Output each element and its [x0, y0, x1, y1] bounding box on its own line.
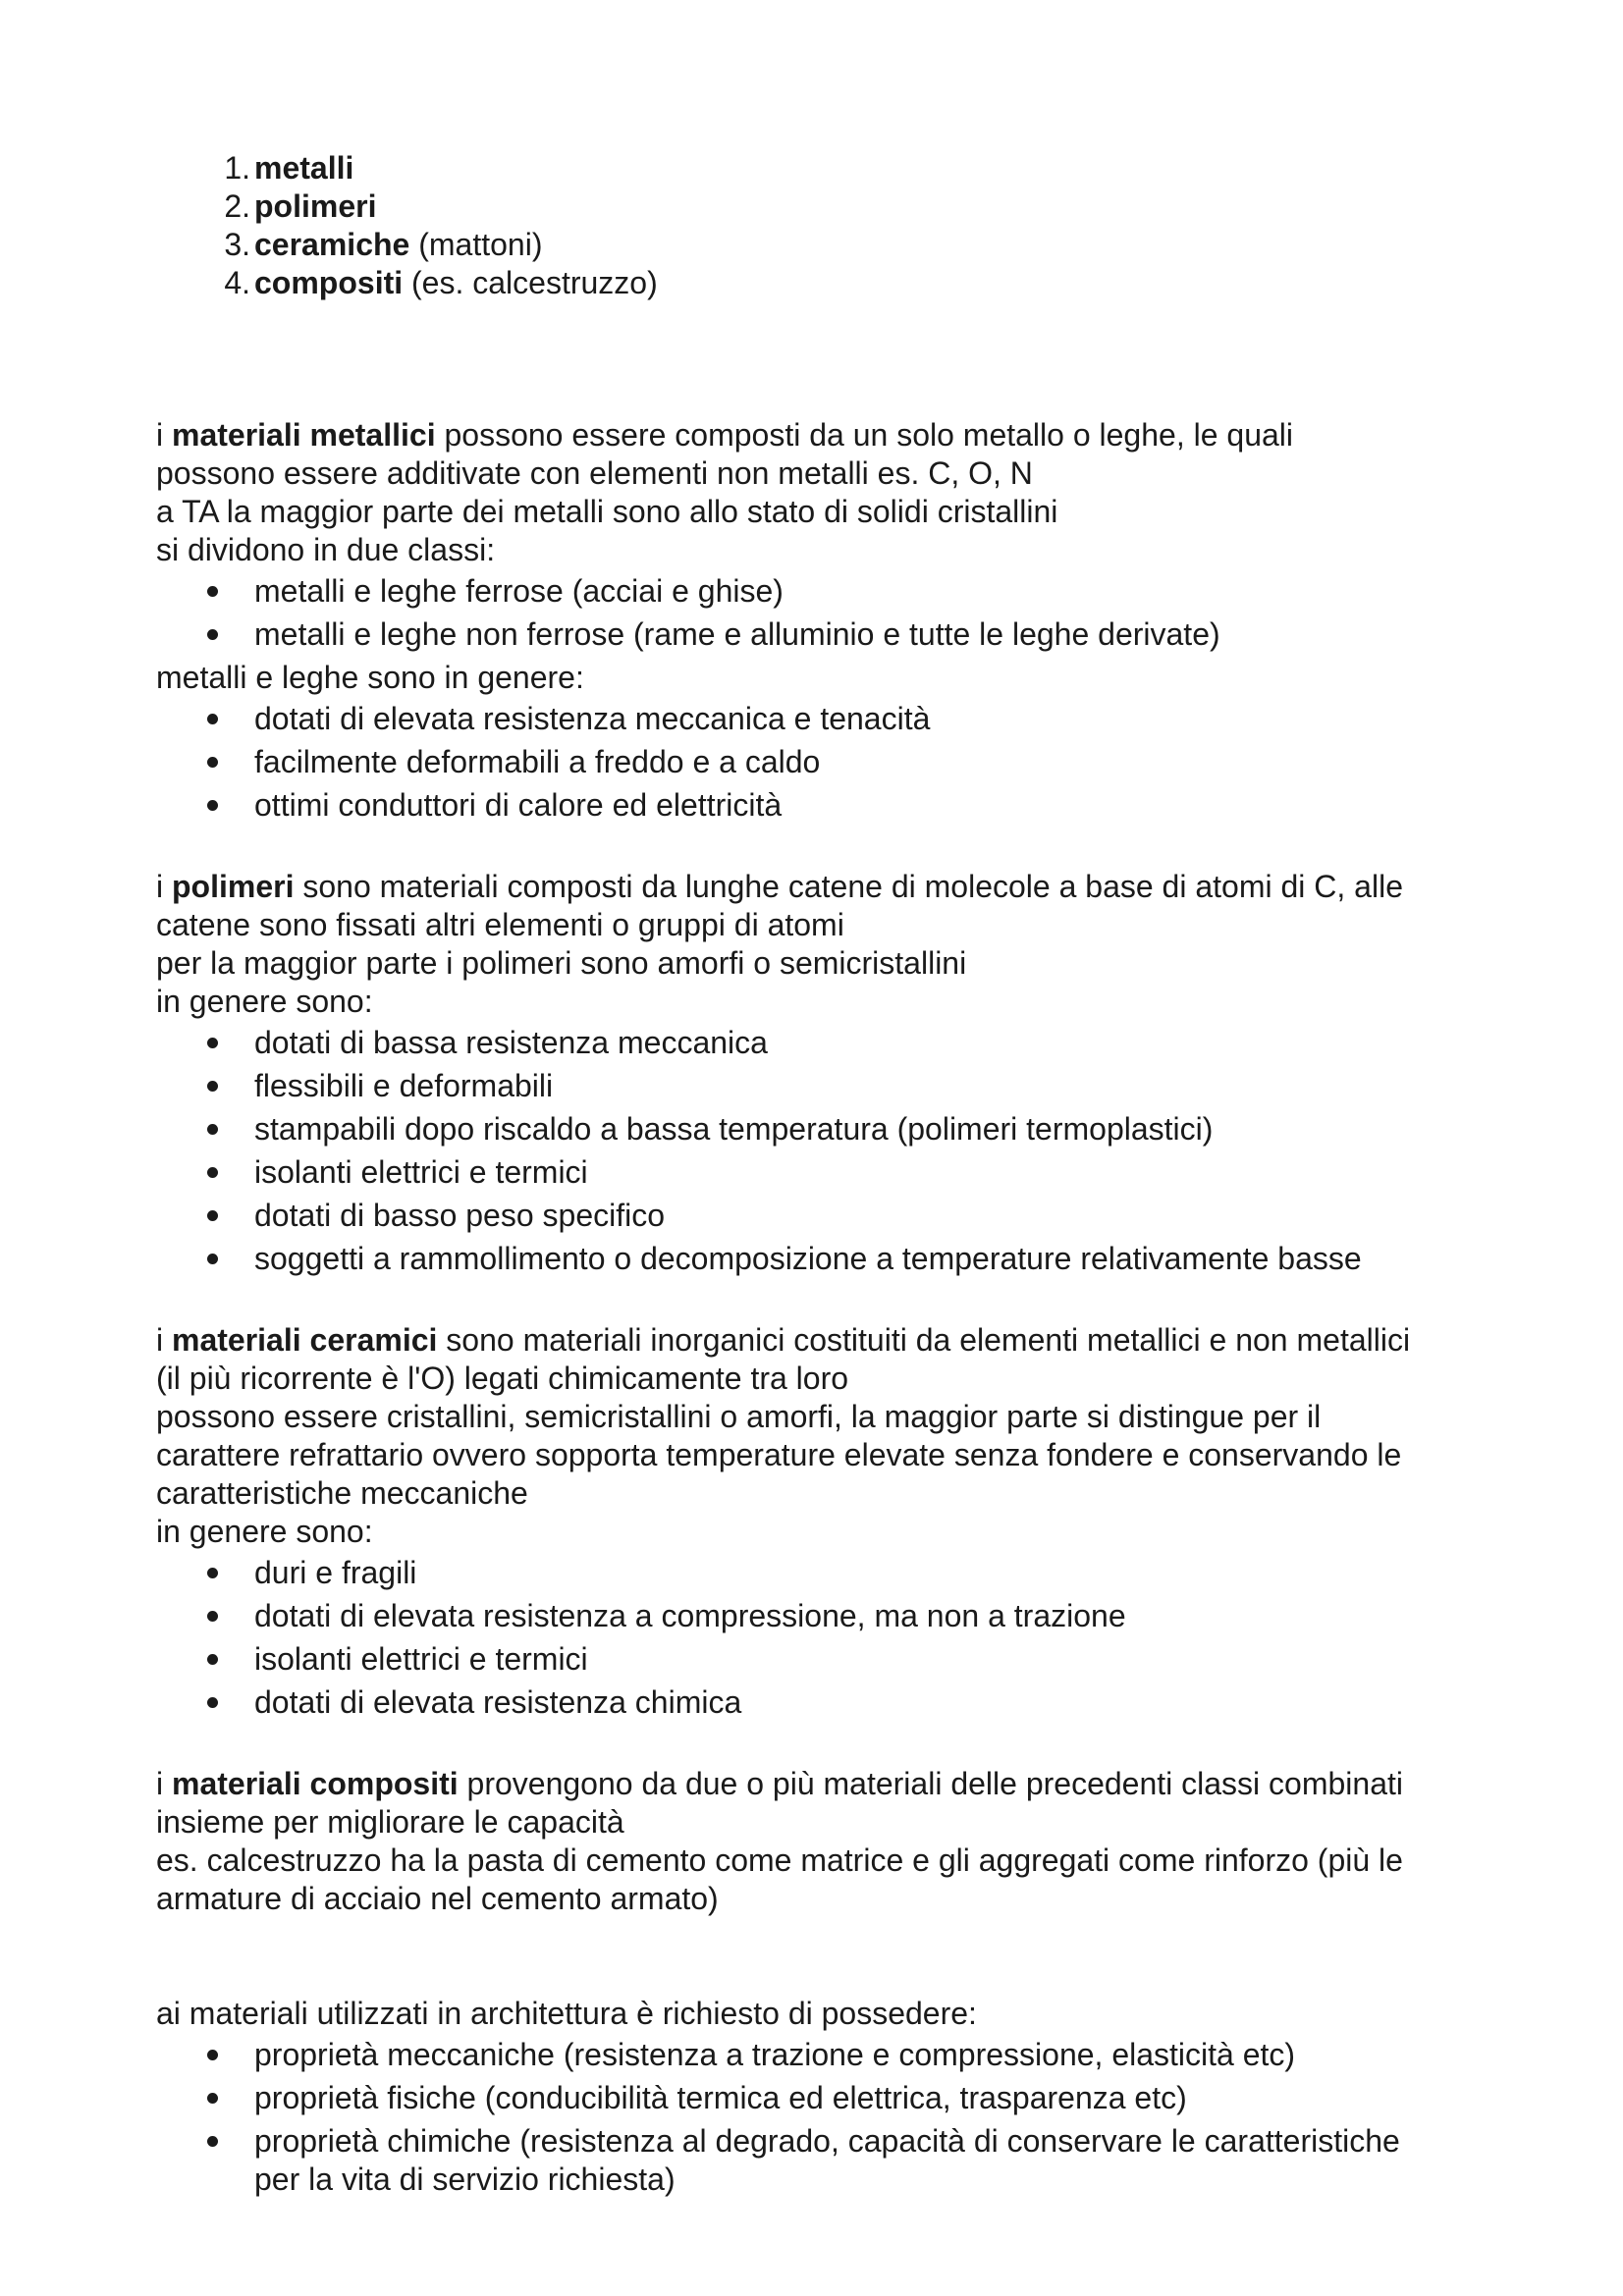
- list-item: [156, 226, 1491, 264]
- list-item: [156, 149, 1491, 187]
- paragraph-line: possono essere additivate con elementi non metalli es. C, O, N: [156, 455, 1033, 491]
- bullet-icon: [207, 1081, 218, 1092]
- bullet-item: [156, 1640, 1491, 1679]
- bullet-list: [156, 1554, 1491, 1722]
- bullet-item: [156, 1197, 1491, 1235]
- paragraph-line: insieme per migliorare le capacità: [156, 1804, 624, 1840]
- bullet-text: proprietà fisiche (conducibilità termica ed elettrica, trasparenza etc): [254, 2080, 1187, 2115]
- list-item: [156, 264, 1491, 302]
- bullet-item: [156, 786, 1491, 825]
- section-polimeri: [156, 868, 1491, 1278]
- bullet-text: metalli e leghe ferrose (acciai e ghise): [254, 573, 784, 609]
- spacer: [156, 302, 1491, 416]
- list-number: 1.: [224, 150, 250, 186]
- bullet-icon: [207, 714, 218, 724]
- bullet-list: [156, 1024, 1491, 1278]
- section-compositi: [156, 1765, 1491, 1918]
- bullet-text: dotati di elevata resistenza a compressione, ma non a trazione: [254, 1598, 1126, 1633]
- bullet-list: [156, 700, 1491, 825]
- bullet-icon: [207, 2050, 218, 2060]
- bullet-list: [156, 572, 1491, 654]
- text-prefix: i: [156, 1766, 172, 1801]
- bullet-text: dotati di bassa resistenza meccanica: [254, 1025, 768, 1060]
- list-note: (mattoni): [409, 227, 543, 262]
- bullet-item: [156, 1024, 1491, 1062]
- bullet-icon: [207, 1697, 218, 1708]
- section-term: materiali ceramici: [172, 1322, 438, 1358]
- bullet-text: dotati di elevata resistenza chimica: [254, 1684, 742, 1720]
- bullet-icon: [207, 1654, 218, 1665]
- text-prefix: i: [156, 1322, 172, 1358]
- bullet-icon: [207, 586, 218, 597]
- paragraph-line: catene sono fissati altri elementi o gruppi di atomi: [156, 907, 844, 942]
- bullet-text: soggetti a rammollimento o decomposizione a temperature relativamente basse: [254, 1241, 1362, 1276]
- bullet-item: [156, 2036, 1491, 2074]
- bullet-text: isolanti elettrici e termici: [254, 1154, 588, 1190]
- text: possono essere composti da un solo metallo o leghe, le quali: [435, 417, 1293, 453]
- list-number: 4.: [224, 265, 250, 300]
- section-term: materiali metallici: [172, 417, 436, 453]
- bullet-icon: [207, 1568, 218, 1578]
- bullet-item: [156, 1153, 1491, 1192]
- section-term: materiali compositi: [172, 1766, 459, 1801]
- paragraph-line: (il più ricorrente è l'O) legati chimicamente tra loro: [156, 1361, 849, 1396]
- paragraph-line: per la maggior parte i polimeri sono amorfi o semicristallini: [156, 945, 967, 981]
- paragraph-line: in genere sono:: [156, 984, 373, 1019]
- section-requisiti: [156, 1995, 1491, 2199]
- paragraph-line: armature di acciaio nel cemento armato): [156, 1881, 719, 1916]
- paragraph-line: in genere sono:: [156, 1514, 373, 1549]
- bullet-text: metalli e leghe non ferrose (rame e alluminio e tutte le leghe derivate): [254, 616, 1220, 652]
- section-metallici: [156, 416, 1491, 825]
- bullet-icon: [207, 2136, 218, 2147]
- list-item: [156, 187, 1491, 226]
- bullet-item: [156, 743, 1491, 781]
- bullet-item: [156, 1240, 1491, 1278]
- bullet-icon: [207, 1254, 218, 1264]
- bullet-icon: [207, 629, 218, 640]
- paragraph-line: es. calcestruzzo ha la pasta di cemento come matrice e gli aggregati come rinforzo (più le: [156, 1842, 1403, 1878]
- bullet-text: proprietà chimiche (resistenza al degrado, capacità di conservare le caratteristiche: [254, 2123, 1400, 2159]
- bullet-icon: [207, 757, 218, 768]
- list-term: compositi: [254, 265, 404, 300]
- bullet-text: flessibili e deformabili: [254, 1068, 554, 1103]
- bullet-list: [156, 2036, 1491, 2199]
- list-number: 3.: [224, 227, 250, 262]
- bullet-item: [156, 700, 1491, 738]
- paragraph-line: a TA la maggior parte dei metalli sono allo stato di solidi cristallini: [156, 494, 1058, 529]
- bullet-icon: [207, 2093, 218, 2104]
- bullet-item: [156, 572, 1491, 611]
- bullet-icon: [207, 1611, 218, 1622]
- paragraph-line: caratteristiche meccaniche: [156, 1475, 528, 1511]
- bullet-text: stampabili dopo riscaldo a bassa temperatura (polimeri termoplastici): [254, 1111, 1214, 1147]
- list-term: ceramiche: [254, 227, 410, 262]
- spacer: [156, 1918, 1491, 1995]
- paragraph-line: [156, 868, 1491, 906]
- bullet-item: [156, 1554, 1491, 1592]
- bullet-icon: [207, 800, 218, 811]
- bullet-text-continuation: per la vita di servizio richiesta): [254, 2162, 676, 2197]
- spacer: [156, 1727, 1491, 1765]
- section-ceramici: [156, 1321, 1491, 1722]
- list-note: (es. calcestruzzo): [403, 265, 658, 300]
- bullet-text: ottimi conduttori di calore ed elettricità: [254, 787, 783, 823]
- bullet-icon: [207, 1210, 218, 1221]
- paragraph-line: [156, 1321, 1491, 1360]
- spacer: [156, 829, 1491, 868]
- bullet-text: dotati di elevata resistenza meccanica e tenacità: [254, 701, 931, 736]
- paragraph-line: [156, 1765, 1491, 1803]
- list-number: 2.: [224, 188, 250, 224]
- bullet-icon: [207, 1167, 218, 1178]
- list-term: metalli: [254, 150, 354, 186]
- bullet-item: [156, 1597, 1491, 1635]
- bullet-item: [156, 1067, 1491, 1105]
- bullet-text: dotati di basso peso specifico: [254, 1198, 666, 1233]
- bullet-text: duri e fragili: [254, 1555, 417, 1590]
- paragraph-line: metalli e leghe sono in genere:: [156, 660, 584, 695]
- bullet-text: isolanti elettrici e termici: [254, 1641, 588, 1677]
- bullet-item: [156, 615, 1491, 654]
- text-prefix: i: [156, 417, 172, 453]
- text: sono materiali composti da lunghe catene di molecole a base di atomi di C, alle: [294, 869, 1403, 904]
- text: provengono da due o più materiali delle precedenti classi combinati: [458, 1766, 1403, 1801]
- bullet-icon: [207, 1038, 218, 1048]
- text-prefix: i: [156, 869, 172, 904]
- bullet-text: facilmente deformabili a freddo e a caldo: [254, 744, 821, 779]
- document-page: [156, 149, 1491, 2204]
- bullet-item: [156, 1683, 1491, 1722]
- spacer: [156, 1283, 1491, 1321]
- paragraph-line: ai materiali utilizzati in architettura è richiesto di possedere:: [156, 1996, 977, 2031]
- paragraph-line: possono essere cristallini, semicristallini o amorfi, la maggior parte si distingue per il: [156, 1399, 1322, 1434]
- paragraph-line: [156, 416, 1491, 454]
- bullet-item: [156, 2079, 1491, 2117]
- section-term: polimeri: [172, 869, 295, 904]
- bullet-text: proprietà meccaniche (resistenza a trazione e compressione, elasticità etc): [254, 2037, 1296, 2072]
- bullet-item: [156, 1110, 1491, 1148]
- material-classes-list: [156, 149, 1491, 302]
- bullet-item: [156, 2122, 1491, 2199]
- list-term: polimeri: [254, 188, 377, 224]
- text: sono materiali inorganici costituiti da elementi metallici e non metallici: [437, 1322, 1411, 1358]
- paragraph-line: carattere refrattario ovvero sopporta temperature elevate senza fondere e conservando le: [156, 1437, 1402, 1472]
- bullet-icon: [207, 1124, 218, 1135]
- paragraph-line: si dividono in due classi:: [156, 532, 496, 567]
